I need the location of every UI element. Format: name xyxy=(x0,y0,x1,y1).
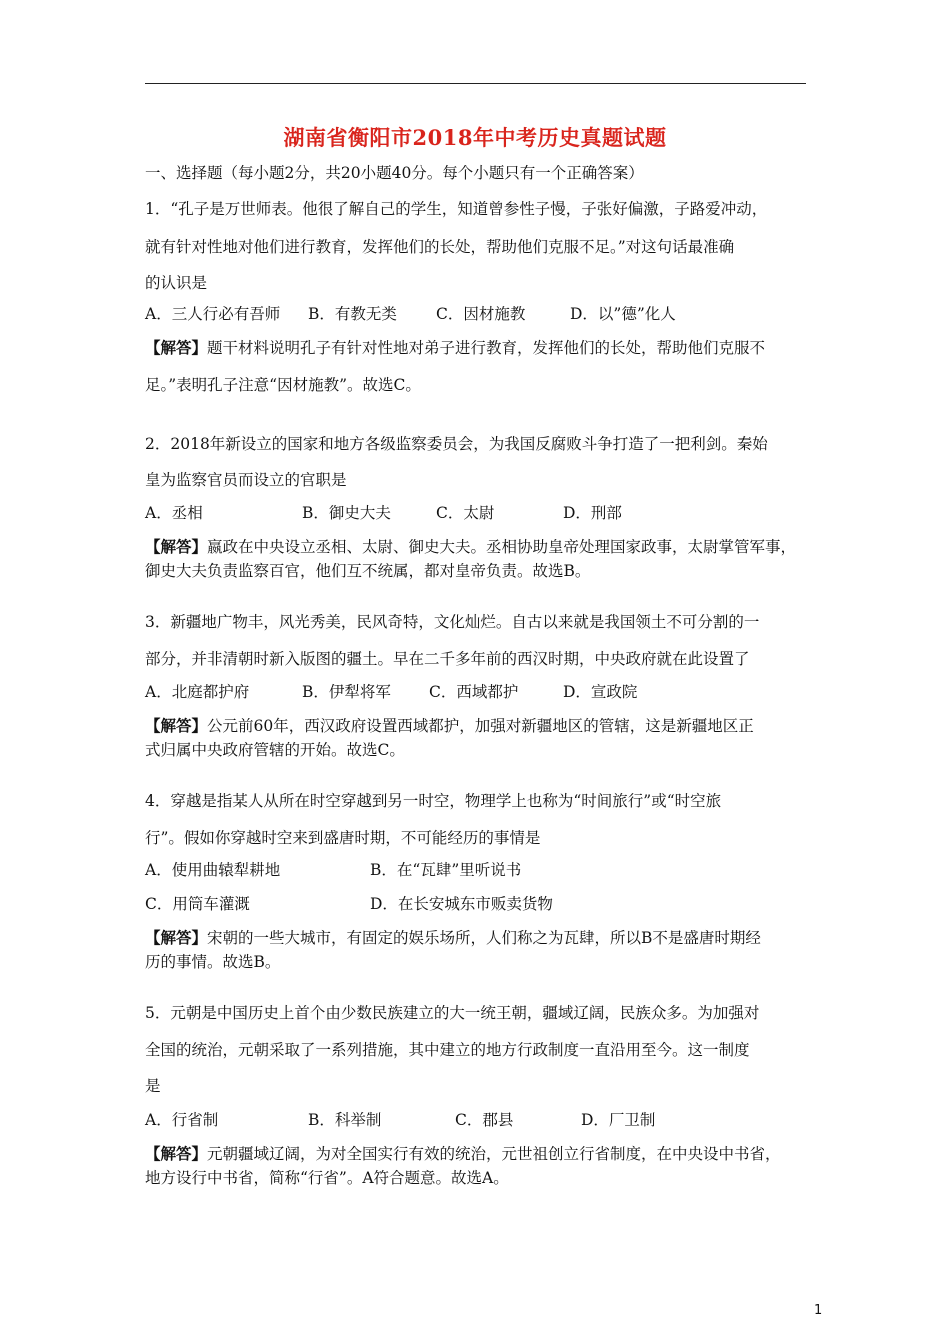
page-title: 湖南省衡阳市2018年中考历史真题试题 xyxy=(283,125,667,150)
question-1-line-2: 就有针对性地对他们进行教育，发挥他们的长处，帮助他们克服不足。”对这句话最准确 xyxy=(145,238,735,256)
answer-text: 嬴政在中央设立丞相、太尉、御史大夫。丞相协助皇帝处理国家政事，太尉掌管军事， xyxy=(207,538,797,556)
answer-4-line-2: 历的事情。故选B。 xyxy=(145,953,281,971)
option-b: B．伊犁将军 xyxy=(302,683,391,701)
question-5-line-2: 全国的统治，元朝采取了一系列措施，其中建立的地方行政制度一直沿用至今。这一制度 xyxy=(145,1041,750,1059)
answer-text: 题干材料说明孔子有针对性地对弟子进行教育，发挥他们的长处，帮助他们克服不 xyxy=(207,339,766,357)
question-4-line-1: 4．穿越是指某人从所在时空穿越到另一时空，物理学上也称为“时间旅行”或“时空旅 xyxy=(145,792,722,810)
answer-3-line-1 xyxy=(145,716,754,736)
option-c: C．因材施教 xyxy=(436,305,526,323)
option-a: A．使用曲辕犁耕地 xyxy=(145,861,281,879)
answer-4-line-1 xyxy=(145,928,761,948)
option-d: D．在长安城东市贩卖货物 xyxy=(370,895,553,913)
option-d: D．刑部 xyxy=(563,504,622,522)
option-a: A．北庭都护府 xyxy=(145,683,250,701)
question-1-line-3: 的认识是 xyxy=(145,274,208,292)
answer-2-line-2: 御史大夫负责监察百官，他们互不统属，都对皇帝负责。故选B。 xyxy=(145,562,591,580)
option-b: B．有教无类 xyxy=(308,305,397,323)
answer-text: 元朝疆域辽阔，为对全国实行有效的统治，元世祖创立行省制度，在中央设中书省， xyxy=(207,1145,781,1163)
answer-5-line-2: 地方设行中书省，简称“行省”。A符合题意。故选A。 xyxy=(145,1169,509,1187)
option-a: A．丞相 xyxy=(145,504,203,522)
answer-tag: 【解答】 xyxy=(145,338,208,357)
option-d: D．宣政院 xyxy=(563,683,638,701)
answer-3-line-2: 式归属中央政府管辖的开始。故选C。 xyxy=(145,741,405,759)
answer-2-line-1 xyxy=(145,537,796,557)
answer-tag: 【解答】 xyxy=(145,1144,208,1163)
answer-5-line-1 xyxy=(145,1144,781,1164)
option-c: C．用筒车灌溉 xyxy=(145,895,250,913)
answer-text: 宋朝的一些大城市，有固定的娱乐场所，人们称之为瓦肆，所以B不是盛唐时期经 xyxy=(207,929,761,947)
question-4-line-2: 行”。假如你穿越时空来到盛唐时期，不可能经历的事情是 xyxy=(145,829,541,847)
option-c: C．西域都护 xyxy=(429,683,519,701)
answer-tag: 【解答】 xyxy=(145,928,208,947)
option-b: B．御史大夫 xyxy=(302,504,391,522)
question-5-line-1: 5．元朝是中国历史上首个由少数民族建立的大一统王朝，疆域辽阔，民族众多。为加强对 xyxy=(145,1004,760,1022)
question-2-line-2: 皇为监察官员而设立的官职是 xyxy=(145,471,347,489)
page-number: 1 xyxy=(814,1303,823,1318)
option-d: D．厂卫制 xyxy=(581,1111,656,1129)
header-rule xyxy=(145,83,806,84)
question-2-line-1: 2．2018年新设立的国家和地方各级监察委员会，为我国反腐败斗争打造了一把利剑。秦始 xyxy=(145,435,768,453)
answer-text: 公元前60年，西汉政府设置西域都护，加强对新疆地区的管辖，这是新疆地区正 xyxy=(207,717,754,735)
question-5-line-3: 是 xyxy=(145,1077,161,1095)
answer-1-line-1 xyxy=(145,338,765,358)
option-b: B．科举制 xyxy=(308,1111,382,1129)
option-c: C．太尉 xyxy=(436,504,495,522)
option-b: B．在“瓦肆”里听说书 xyxy=(370,861,522,879)
option-a: A．三人行必有吾师 xyxy=(145,305,281,323)
section-header: 一、选择题（每小题2分，共20小题40分。每个小题只有一个正确答案） xyxy=(145,164,644,182)
question-3-line-2: 部分，并非清朝时新入版图的疆土。早在二千多年前的西汉时期，中央政府就在此设置了 xyxy=(145,650,750,668)
question-1-line-1: 1．“孔子是万世师表。他很了解自己的学生，知道曾参性子慢，子张好偏激，子路爱冲动， xyxy=(145,200,768,218)
answer-tag: 【解答】 xyxy=(145,716,208,735)
question-3-line-1: 3．新疆地广物丰，风光秀美，民风奇特，文化灿烂。自古以来就是我国领土不可分割的一 xyxy=(145,613,760,631)
option-c: C．郡县 xyxy=(455,1111,514,1129)
answer-tag: 【解答】 xyxy=(145,537,208,556)
answer-1-line-2: 足。”表明孔子注意“因材施教”。故选C。 xyxy=(145,376,421,394)
option-d: D．以”德”化人 xyxy=(570,305,676,323)
option-a: A．行省制 xyxy=(145,1111,219,1129)
